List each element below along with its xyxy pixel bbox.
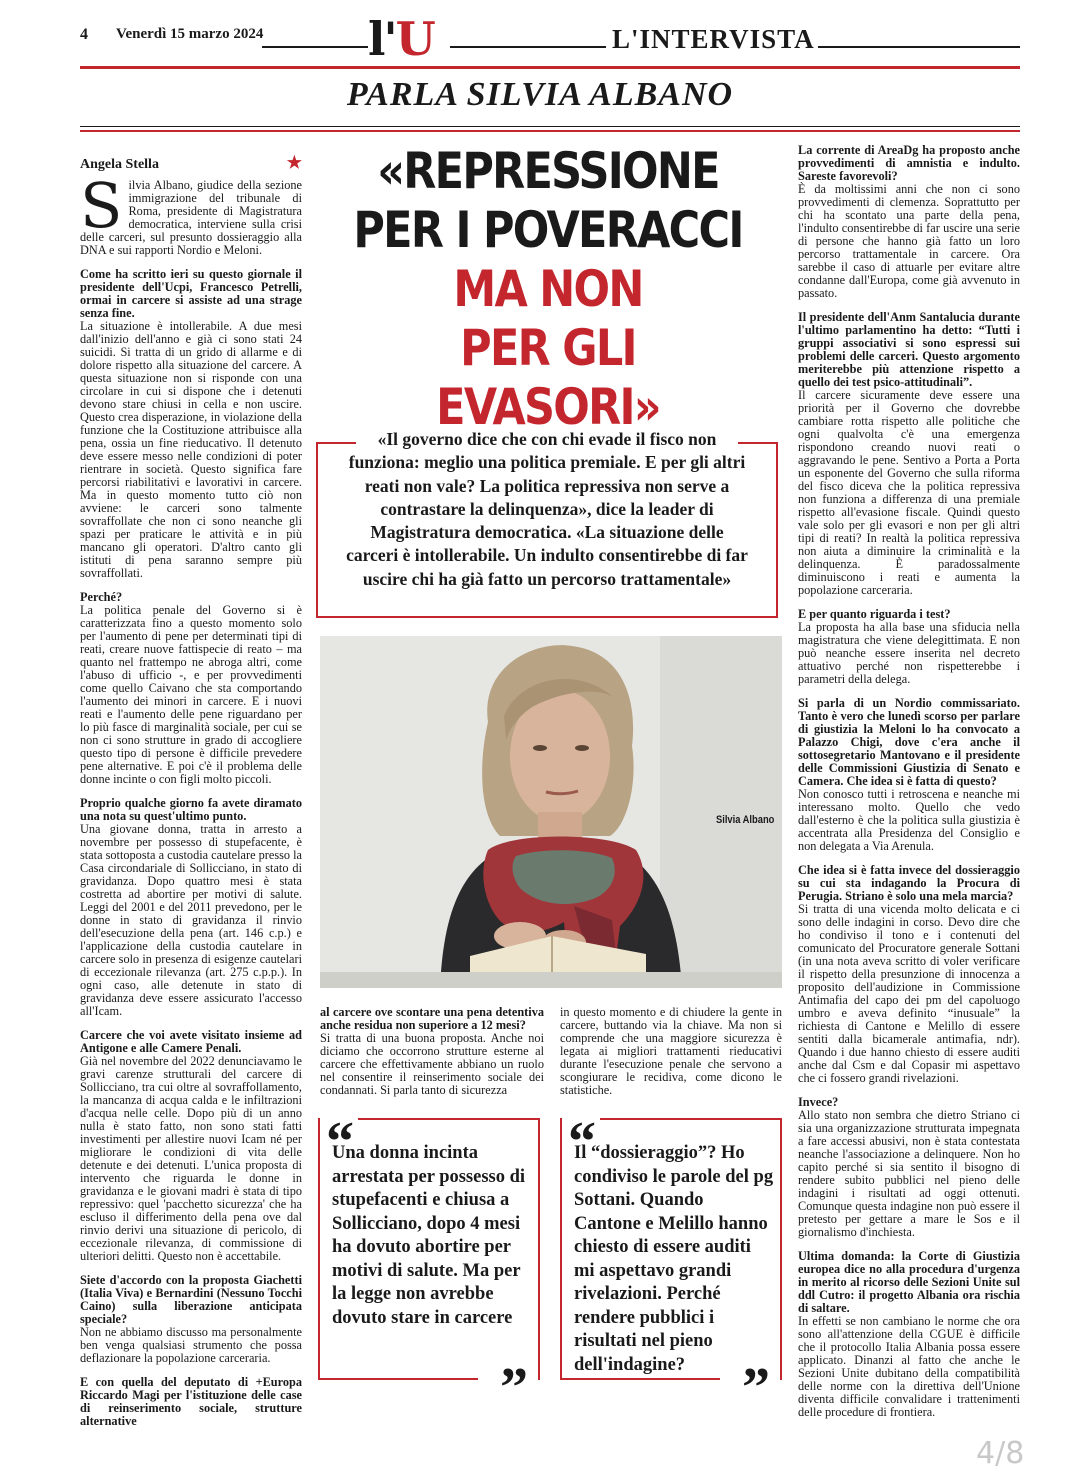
page-number: 4 <box>80 26 88 43</box>
question: Il presidente dell'Anm Santalucia durante l'ultimo parlamentino ha detto: “Tutti i gruppi associativi si sono espressi sui problemi delle carceri. Questo argomento meriterebbe più attenzione rispetto a quello dei test psico-attitudinali”. <box>798 310 1020 389</box>
article-column-3 <box>560 1006 782 1108</box>
newspaper-logo <box>368 12 434 66</box>
question: Siete d'accordo con la proposta Giachetti (Italia Viva) e Bernardini (Nessuno Tocchi Caino) sulla liberazione anticipata speciale? <box>80 1273 302 1326</box>
question: Perché? <box>80 590 123 604</box>
answer: La proposta ha alla base una sfiducia nella magistratura che viene delegittimata. E non può neanche essere inserita nel decreto attuativo perché non rispetterebbe i parametri della delega. <box>798 620 1020 686</box>
question: La corrente di AreaDg ha proposto anche provvedimenti di amnistia e indulto. Sareste favorevoli? <box>798 143 1020 183</box>
question: Che idea si è fatta invece del dossieraggio su cui sta indagando la Procura di Perugia. Striano è solo una mela marcia? <box>798 863 1020 903</box>
qa-block <box>798 864 1020 1085</box>
pull-quote-text: Una donna incinta arrestata per possesso di stupefacenti e chiusa a Sollicciano, dopo 4 mesi ha dovuto abortire per motivi di salute. Ma per la legge non avrebbe dovuto stare in carcere <box>332 1143 526 1328</box>
standfirst-text: «Il governo dice che con chi evade il fisco non funziona: meglio una politica premiale. E per gli altri reati non vale? La politica repressiva non serve a contrastare la delinquenza», dice la leader di Magistratura democratica. «La situazione delle carceri è intollerabile. Un indulto consentirebbe di far uscire chi ha già fatto un percorso trattamentale» <box>346 429 748 589</box>
kicker: PARLA SILVIA ALBANO <box>346 76 734 113</box>
answer: È da moltissimi anni che non ci sono provvedimenti di clemenza. Soprattutto per chi ha scontato una parte della pena, l'indulto consentirebbe di far uscire una serie di persone che hanno già fatto un loro percorso trattamentale in carcere. Ora sarebbe il caso di attuarle per evitare altre condanne dall'Europa, come già avvenuto in passato. <box>798 182 1020 300</box>
author-byline <box>80 153 302 172</box>
article-column-4 <box>798 143 1020 1419</box>
headline-line: PER I POVERACCI <box>353 201 743 259</box>
answer: Non ne abbiamo discusso ma personalmente ben venga qualsiasi strumento che possa deflazionare la popolazione carceraria. <box>80 1325 302 1365</box>
answer: Allo stato non sembra che dietro Striano ci sia una organizzazione strutturata impegnata a fare accessi abusivi, non è stata contestata neanche l'associazione a delinquere. Non ho capito perché si sia sentito il bisogno di rendere subito pubblici nel pieno delle indagini i risultati ad oggi ottenuti. Comunque questa indagine non può essere il pretesto per gettare a mare le Sos e il giornalismo d'inchiesta. <box>798 1108 1020 1239</box>
dropcap: S <box>80 169 123 242</box>
qa-block <box>798 144 1020 300</box>
article-column-1 <box>80 153 302 1428</box>
qa-block <box>798 1096 1020 1239</box>
answer: Non conosco tutti i retroscena e neanche mi interessano molto. Quello che vedo dall'esterno è che la politica sulla giustizia è accentrata alla Presidenza del Consiglio e non delegata a Via Arenula. <box>798 787 1020 853</box>
answer: Una giovane donna, tratta in arresto a novembre per possesso di stupefacente, è stata sottoposta a custodia cautelare presso la Casa circondariale di Sollicciano, in stato di gravidanza. Dopo quattro mesi è stata costretta ad abortire per motivi di salute. Leggi del 2001 e del 2011 prevedono, per le donne in stato di gravidanza il rinvio dell'esecuzione della pena (art. 146 c.p.) e l'applicazione della custodia cautelare in carcere solo in presenza di esigenze cautelari di eccezionale rilevanza (art. 275 c.p.p.). In ogni caso, alle detenute in stato di gravidanza deve essere assicurato l'accesso all'Icam. <box>80 822 302 1018</box>
headline-line: «REPRESSIONE <box>377 142 719 200</box>
open-quote-icon: “ <box>568 1111 596 1173</box>
header-rule-left <box>262 46 368 48</box>
logo-l: l' <box>368 12 396 66</box>
issue-date: Venerdì 15 marzo 2024 <box>116 26 264 42</box>
qa-block <box>80 797 302 1018</box>
question: Carcere che voi avete visitato insieme ad Antigone e alle Camere Penali. <box>80 1028 302 1055</box>
qa-block <box>80 268 302 580</box>
headline-line: MA NON <box>453 260 643 318</box>
answer: Già nel novembre del 2022 denunciavamo le gravi carenze strutturali del carcere di Sollicciano, tra cui oltre al sovraffollamento, la mancanza di acqua calda e le infiltrazioni d'acqua nelle celle. Dopo più di un anno nulla è stato fatto, non sono stati fatti investimenti per allestire nuovi Icam né per migliorare le condizioni di vita delle detenute e dei detenuti. L'unica proposta di intervento che riguarda le donne in gravidanza e le giovani madri è stata di tipo repressivo: quel 'pacchetto sicurezza' che ha escluso il differimento della pena ove dal rinvio derivi una situazione di pericolo, di eccezionale rilevanza, di commissione di ulteriori delitti. Questo non è accettabile. <box>80 1054 302 1263</box>
article-column-2 <box>320 1006 544 1108</box>
qa-block <box>80 591 302 786</box>
header-rule-mid <box>450 46 606 48</box>
qa-block <box>80 1274 302 1365</box>
headline <box>347 142 749 437</box>
answer: La politica penale del Governo si è caratterizzata fino a questo momento solo per l'aumento di pene per determinati tipi di reati, creare nuove fattispecie di reato – ma quanto nel frattempo ne abroga altri, come l'abuso di ufficio -, e per provvedimenti come quello Caivano che sta comportando l'aumento dei minori in carcere. E i nuovi reati e l'aumento delle pene riguardano per lo più fasce di marginalità sociale, per cui se non ci sono strutture in grado di accogliere questo tipo di persone è difficile prevedere pene alternative. E poi c'è il problema delle donne incinte o con figli molto piccoli. <box>80 603 302 786</box>
qa-block <box>798 608 1020 686</box>
answer: Il carcere sicuramente deve essere una priorità per il Governo che dovrebbe cambiare rotta rispetto alle politiche che ogni qualvolta c'è una emergenza rispondono creando nuovi reati o aggravando le pene. Sentivo a Porta a Porta un esponente del Governo che sulla riforma del fisco diceva che la politica repressiva non funziona a differenza di una premiale rispetto all'evasione fiscale. Quindi questo vale solo per gli evasori e non per gli altri tipi di reati? In realtà la politica repressiva non aiuta a diminuire la criminalità e la delinquenza. È paradossalmente diminuiscono i reati e aumenta la popolazione carceraria. <box>798 388 1020 597</box>
qa-block <box>798 311 1020 597</box>
question: Si parla di un Nordio commissariato. Tanto è vero che lunedì scorso per parlare di giustizia la Meloni lo ha convocato a Palazzo Chigi, dove c'era anche il sottosegretario Mantovano e il presidente delle Commissioni Giustizia di Senato e Camera. Che idea si è fatta di questo? <box>798 696 1020 788</box>
intro-paragraph: Silvia Albano, giudice della sezione immigrazione del tribunale di Roma, presidente di Magistratura democratica, interviene sulla crisi delle carceri, sul presunto dossieraggio alla DNA e sui rapporti Nordio e Meloni. <box>80 169 302 257</box>
answer: La situazione è intollerabile. A due mesi dall'inizio dell'anno e già ci sono stati 24 suicidi. Si tratta di un grido di allarme e di dolore rispetto alla situazione del carcere. A questa situazione non si risponde con una circolare in cui si dispone che i detenuti devono stare chiusi in cella e non uscire. Questo crea disperazione, in violazione della funzione che la Costituzione attribuisce alla pena, ossia un fine rieducativo. Il detenuto deve essere messo nelle condizioni di poter rientrare in società. Questo significa fare percorsi riabilitativi e lavorativi in carcere. Ma in questo momento tutto ciò non avviene: le carceri sono talmente sovraffollate che non ci sono neanche gli spazi per praticare le attività e in più mancano gli operatori. D'altro canto gli istituti di pena saranno sempre più sovraffollati. <box>80 319 302 580</box>
question: Come ha scritto ieri su questo giornale il presidente dell'Ucpi, Francesco Petrelli, ormai in carcere si assiste ad una strage senza fine. <box>80 267 302 320</box>
section-label: L'INTERVISTA <box>612 24 815 54</box>
qa-block <box>80 1029 302 1263</box>
standfirst-box <box>316 422 778 618</box>
star-icon: ★ <box>286 153 302 172</box>
pull-quote-text: Il “dossieraggio”? Ho condiviso le parole del pg Sottani. Quando Cantone e Melillo hanno chiesto di essere auditi mi aspettavo grandi rivelazioni. Perché rendere pubblici i risultati nel pieno dell'indagine? <box>574 1143 774 1375</box>
qa-block <box>320 1006 544 1097</box>
question: Invece? <box>798 1095 839 1109</box>
kicker-rule <box>80 126 1020 127</box>
question: E per quanto riguarda i test? <box>798 607 951 621</box>
portrait-photo <box>320 636 782 988</box>
photo-caption: Silvia Albano <box>716 814 775 826</box>
kicker-red-rule <box>80 130 1020 132</box>
answer-paragraph: in questo momento e di chiudere la gente in carcere, buttando via la chiave. Ma non si comprende che una maggiore sicurezza è legata ai migliori trattamenti rieducativi durante l'esecuzione penale che servono a scongiurare le recidiva, come dicono le statistiche. <box>560 1005 782 1097</box>
close-quote-icon: ” <box>500 1357 528 1419</box>
portrait-illustration <box>320 636 782 988</box>
question: Proprio qualche giorno fa avete diramato una nota su quest'ultimo punto. <box>80 796 302 823</box>
masthead <box>0 0 1080 80</box>
open-quote-icon: “ <box>326 1111 354 1173</box>
close-quote-icon: ” <box>742 1357 770 1419</box>
header-red-rule <box>80 66 1020 69</box>
headline-line: PER GLI EVASORI» <box>436 319 660 436</box>
answer: Si tratta di una buona proposta. Anche noi diciamo che occorrono strutture esterne al carcere che effettivamente abbiano un ruolo nel consentire il reinserimento sociale dei condannati. Si parla tanto di sicurezza <box>320 1031 544 1097</box>
question: E con quella del deputato di +Europa Riccardo Magi per l'istituzione delle case di reinserimento sociale, strutture alternative <box>80 1375 302 1428</box>
pull-quote-right <box>560 1111 782 1419</box>
question: Ultima domanda: la Corte di Giustizia europea dice no alla procedura d'urgenza in merito al ricorso delle Sezioni Unite sul ddl Cutro: il progetto Albania ora rischia di saltare. <box>798 1249 1020 1315</box>
answer: Si tratta di una vicenda molto delicata e ci sono delle indagini in corso. Devo dire che ho condiviso il tono e i contenuti del comunicato del Procuratore generale Sottani (in una nota aveva scritto di voler verificare il rispetto della presunzione di innocenza a proposito dell'audizione in Commissione Antimafia del capo dei pm del capoluogo umbro e aveva definito “inusuale” la richiesta di Cantone e Melillo di essere sentiti dalla bicamerale antimafia, ndr). Quando i due hanno chiesto di essere auditi anche dal Csm e dal Copasir mi aspettavo che ci fossero grandi rivelazioni. <box>798 902 1020 1085</box>
page-indicator: 4/8 <box>976 1436 1025 1471</box>
pull-quote-left <box>318 1111 540 1419</box>
author-name: Angela Stella <box>80 157 159 172</box>
qa-block <box>80 1376 302 1428</box>
question: al carcere ove scontare una pena detentiva anche residua non superiore a 12 mesi? <box>320 1005 544 1032</box>
header-rule-right <box>818 46 1020 48</box>
answer: In effetti se non cambiano le norme che ora sono all'attenzione della CGUE è difficile che il protocollo Italia Albania possa essere applicato. Dinanzi al fatto che anche le Sezioni Unite dubitano della compatibilità delle norme con la direttiva dell'Unione diventa difficile convalidare i trattenimenti delle procedure di frontiera. <box>798 1314 1020 1419</box>
logo-u: U <box>395 12 434 66</box>
qa-block <box>798 697 1020 853</box>
qa-block <box>798 1250 1020 1419</box>
